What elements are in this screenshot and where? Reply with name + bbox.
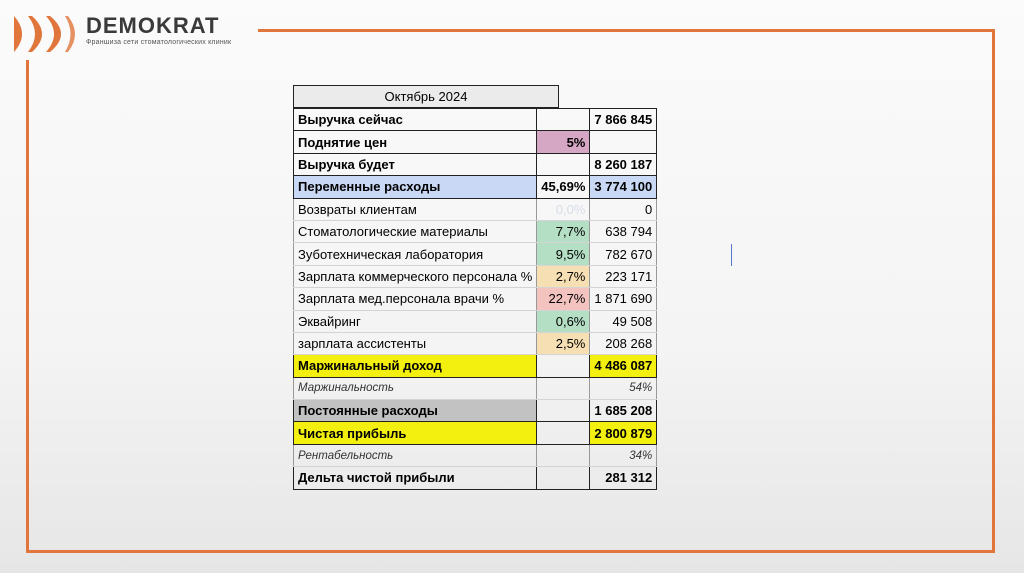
row-label[interactable]: Стоматологические материалы [294,220,537,242]
row-label[interactable]: Переменные расходы [294,176,537,198]
row-value[interactable]: 2 800 879 [590,422,657,444]
row-label[interactable]: Постоянные расходы [294,400,537,422]
table-row [294,400,657,422]
row-percent[interactable]: 2,7% [537,265,590,287]
row-label[interactable]: Зарплата мед.персонала врачи % [294,288,537,310]
month-header-cell[interactable]: Октябрь 2024 [293,85,559,108]
row-label[interactable]: Эквайринг [294,310,537,332]
row-value[interactable] [590,131,657,153]
row-value[interactable]: 49 508 [590,310,657,332]
table-row [294,153,657,175]
row-label[interactable]: Маржинальность [294,377,537,399]
table-row [294,243,657,265]
row-percent[interactable]: 7,7% [537,220,590,242]
row-value[interactable]: 34% [590,444,657,466]
row-percent[interactable] [537,355,590,377]
row-percent[interactable] [537,422,590,444]
table-row [294,444,657,466]
row-label[interactable]: Рентабельность [294,444,537,466]
row-value[interactable]: 223 171 [590,265,657,287]
row-value[interactable]: 1 685 208 [590,400,657,422]
row-percent[interactable]: 2,5% [537,332,590,354]
text-cursor [731,244,732,266]
table-row [294,220,657,242]
row-label[interactable]: Чистая прибыль [294,422,537,444]
row-value[interactable]: 1 871 690 [590,288,657,310]
table-row [294,109,657,131]
row-percent[interactable] [537,444,590,466]
table-row [294,377,657,399]
row-percent[interactable]: 5% [537,131,590,153]
row-value[interactable]: 782 670 [590,243,657,265]
row-value[interactable]: 4 486 087 [590,355,657,377]
table-row [294,288,657,310]
row-percent[interactable] [537,400,590,422]
row-value[interactable]: 0 [590,198,657,220]
row-value[interactable]: 638 794 [590,220,657,242]
row-value[interactable]: 281 312 [590,467,657,489]
row-label[interactable]: зарплата ассистенты [294,332,537,354]
table-row [294,265,657,287]
row-label[interactable]: Зарплата коммерческого персонала % [294,265,537,287]
brand [86,14,231,46]
row-percent[interactable]: 22,7% [537,288,590,310]
row-value[interactable]: 8 260 187 [590,153,657,175]
frame-top-line [258,29,994,32]
row-percent[interactable] [537,153,590,175]
row-percent[interactable] [537,377,590,399]
brand-name: DEMOKRAT [86,13,220,38]
table-row [294,198,657,220]
row-value[interactable]: 3 774 100 [590,176,657,198]
row-percent[interactable]: 0,0% [537,198,590,220]
table-row [294,467,657,489]
pnl-table [293,108,657,490]
row-label[interactable]: Возвраты клиентам [294,198,537,220]
table-row [294,131,657,153]
table-row [294,355,657,377]
table-row [294,310,657,332]
row-label[interactable]: Дельта чистой прибыли [294,467,537,489]
row-label[interactable]: Маржинальный доход [294,355,537,377]
table-row [294,332,657,354]
table-row [294,176,657,198]
frame-bottom-line [26,550,995,553]
row-label[interactable]: Поднятие цен [294,131,537,153]
row-value[interactable]: 208 268 [590,332,657,354]
row-value[interactable]: 7 866 845 [590,109,657,131]
brand-subtitle: Франшиза сети стоматологических клиник [86,39,232,46]
row-percent[interactable] [537,467,590,489]
row-percent[interactable]: 45,69% [537,176,590,198]
row-label[interactable]: Выручка сейчас [294,109,537,131]
row-value[interactable]: 54% [590,377,657,399]
row-percent[interactable]: 0,6% [537,310,590,332]
row-percent[interactable] [537,109,590,131]
row-label[interactable]: Зуботехническая лаборатория [294,243,537,265]
frame-right-line [992,29,995,552]
demokrat-logo-icon [10,12,82,56]
table-row [294,422,657,444]
frame-left-line [26,60,29,552]
row-percent[interactable]: 9,5% [537,243,590,265]
row-label[interactable]: Выручка будет [294,153,537,175]
